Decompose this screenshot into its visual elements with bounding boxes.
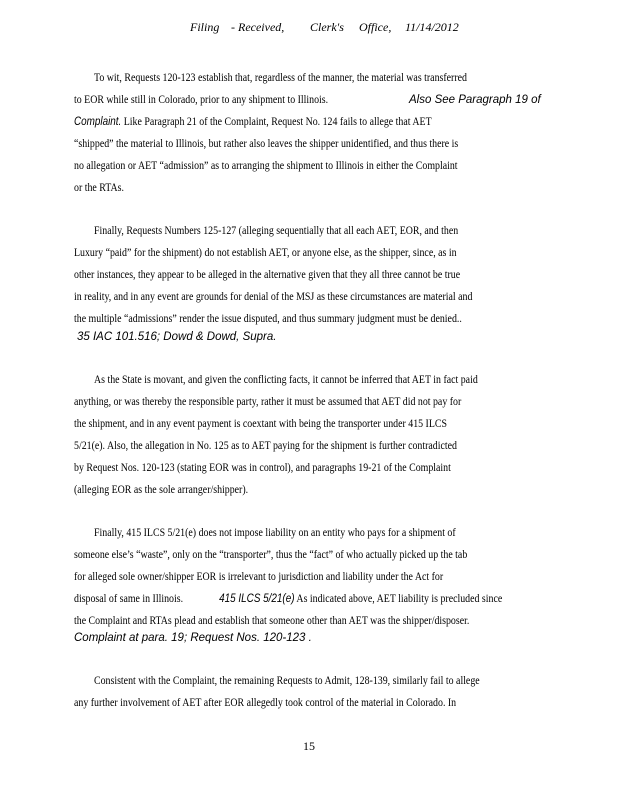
text-line [74,593,502,605]
text-line: “shipped” the material to Illinois, but rather also leaves the shipper unidentified, and thus there is [74,138,459,150]
text-segment: As indicated above, AET liability is precluded since [294,593,503,605]
text-segment: disposal of same in Illinois. [74,593,184,605]
text-line: Finally, 415 ILCS 5/21(e) does not impose liability on an entity who pays for a shipment of [94,527,456,539]
text-line [74,116,432,128]
text-line: Finally, Requests Numbers 125-127 (alleging sequentially that all each AET, EOR, and then [94,225,459,237]
page-number: 15 [303,739,315,753]
citation: Also See Paragraph 19 of [409,94,541,106]
text-segment: Like Paragraph 21 of the Complaint, Request No. 124 fails to allege that AET [121,116,432,128]
header-received: - Received, [231,20,285,34]
header-date: 11/14/2012 [405,20,459,34]
citation: Complaint. [74,116,122,128]
citation: 415 ILCS 5/21(e) [219,593,295,605]
header-filing: Filing [190,20,220,34]
header-office: Office, [359,20,392,34]
text-line: (alleging EOR as the sole arranger/shipper). [74,484,249,496]
text-line: anything, or was thereby the responsible party, rather it must be assumed that AET did not pay for [74,396,462,408]
text-line: As the State is movant, and given the conflicting facts, it cannot be inferred that AET in fact paid [94,374,478,386]
text-line: in reality, and in any event are grounds for denial of the MSJ as these circumstances are material and [74,291,473,303]
text-line: to EOR while still in Colorado, prior to any shipment to Illinois. [74,94,329,106]
text-line: other instances, they appear to be alleged in the alternative given that they all three cannot be true [74,269,461,281]
citation: 35 IAC 101.516; Dowd & Dowd, Supra. [77,331,277,343]
text-line: any further involvement of AET after EOR allegedly took control of the material in Colorado. In [74,697,457,709]
text-line: for alleged sole owner/shipper EOR is irrelevant to jurisdiction and liability under the Act for [74,571,444,583]
text-line: no allegation or AET “admission” as to arranging the shipment to Illinois in either the Complaint [74,160,458,172]
text-line: someone else’s “waste”, only on the “transporter”, thus the “fact” of who actually picked up the tab [74,549,468,561]
text-line: the Complaint and RTAs plead and establish that someone other than AET was the shipper/disposer. [74,615,470,627]
text-line: the multiple “admissions” render the issue disputed, and thus summary judgment must be denied.. [74,313,462,325]
text-line: Luxury “paid” for the shipment) do not establish AET, or anyone else, as the shipper, since, as in [74,247,457,259]
text-line: 5/21(e). Also, the allegation in No. 125 as to AET paying for the shipment is further contradicted [74,440,457,452]
text-line: the shipment, and in any event payment is coextant with being the transporter under 415 ILCS [74,418,447,430]
header-clerks: Clerk's [310,20,344,34]
text-line: or the RTAs. [74,182,124,194]
text-line: To wit, Requests 120-123 establish that, regardless of the manner, the material was transferred [94,72,467,84]
citation: Complaint at para. 19; Request Nos. 120-123 . [74,632,312,644]
text-line: Consistent with the Complaint, the remaining Requests to Admit, 128-139, similarly fail to allege [94,675,480,687]
text-line: by Request Nos. 120-123 (stating EOR was in control), and paragraphs 19-21 of the Complaint [74,462,451,474]
